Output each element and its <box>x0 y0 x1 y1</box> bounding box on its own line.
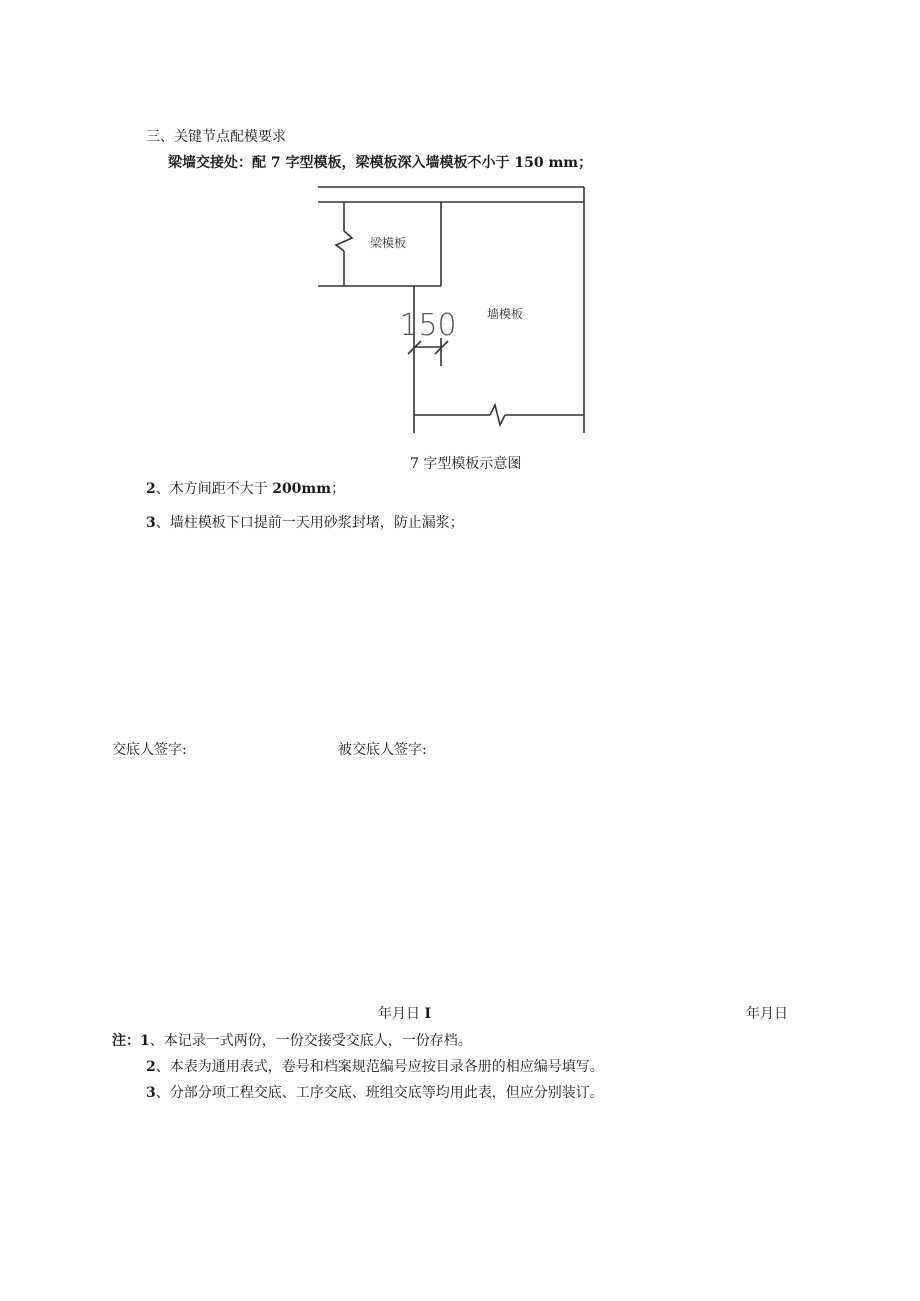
note-2 <box>146 1056 604 1076</box>
notes-prefix: 注： <box>112 1033 140 1049</box>
item-3-number: 3 <box>146 515 156 531</box>
note-3-number: 3 <box>146 1085 156 1101</box>
seven-formwork-diagram <box>310 183 590 438</box>
wall-formwork-label: 墙模板 <box>486 307 524 321</box>
note-3-text: 、分部分项工程交底、工序交底、班组交底等均用此表，但应分别装订。 <box>155 1085 604 1101</box>
item-3-sep: 、 <box>155 515 170 531</box>
item-2-number: 2 <box>146 481 156 497</box>
item-3-text: 墙柱模板下口提前一天用砂浆封堵，防止漏浆； <box>169 515 464 531</box>
note-2-text: 、本表为通用表式，卷号和档案规范编号应按目录各册的相应编号填写。 <box>155 1059 604 1075</box>
figure-caption: 7 字型模板示意图 <box>410 456 522 472</box>
item-2-text: 木方间距不大于 <box>169 481 273 497</box>
date-left-text: 年月日 <box>378 1006 420 1022</box>
note-1 <box>112 1030 472 1050</box>
date-left-mark: I <box>424 1006 432 1022</box>
date-left <box>378 1003 431 1023</box>
note-2-number: 2 <box>146 1059 156 1075</box>
item-2-value: 200mm <box>272 481 332 497</box>
item-2-end: ； <box>331 481 346 497</box>
note-3 <box>146 1082 604 1102</box>
signature-recipient-label: 被交底人签字: <box>338 742 427 758</box>
section-intro: 梁墙交接处：配 7 字型模板，梁模板深入墙模板不小于 150 mm； <box>168 155 593 171</box>
item-3 <box>146 512 464 532</box>
item-2-sep: 、 <box>155 481 170 497</box>
break-symbol-horizontal <box>490 405 505 425</box>
date-right: 年月日 <box>746 1006 788 1022</box>
signature-discloser-label: 交底人签字: <box>112 742 187 758</box>
beam-formwork-label: 梁模板 <box>369 236 407 250</box>
section-heading: 三、关键节点配模要求 <box>146 129 286 145</box>
note-1-text: 、本记录一式两份，一份交接受交底人，一份存档。 <box>149 1033 472 1049</box>
item-2 <box>146 478 345 498</box>
dimension-label: 150 <box>399 308 457 343</box>
break-symbol-vertical <box>336 231 352 251</box>
note-1-number: 1 <box>140 1033 150 1049</box>
